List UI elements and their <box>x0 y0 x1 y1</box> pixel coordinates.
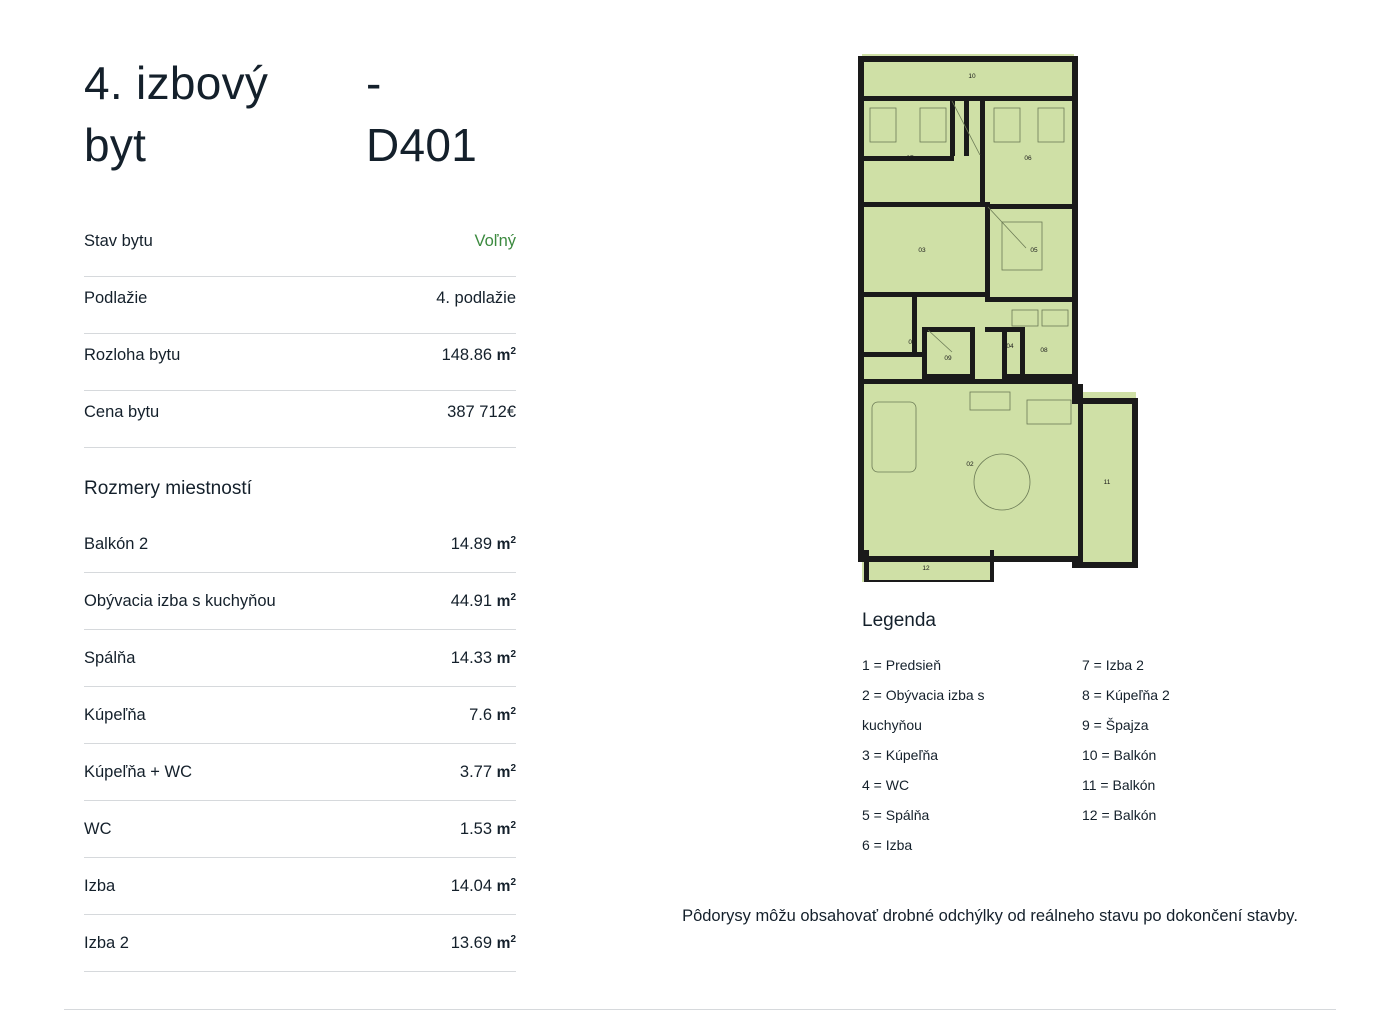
room-area <box>451 877 516 896</box>
room-unit: $m^2$ <box>496 762 516 781</box>
room-unit: $m^2$ <box>496 591 516 610</box>
room-number: 1.53 <box>459 819 493 838</box>
room-number: 13.69 <box>450 933 493 952</box>
room-tag-08: 08 <box>1040 347 1048 354</box>
legend-item: 8 = Kúpeľňa 2 <box>1082 687 1170 703</box>
room-label: WC <box>84 819 112 838</box>
spec-label: Rozloha bytu <box>84 346 181 365</box>
legend-column-left <box>862 650 1082 860</box>
room-tag-12: 12 <box>922 565 930 572</box>
room-area <box>451 592 516 611</box>
legend-item: 4 = WC <box>862 777 910 793</box>
specs-table <box>84 220 516 448</box>
room-tag-05: 05 <box>1030 247 1038 254</box>
room-number: 44.91 <box>450 591 493 610</box>
room-number: 14.33 <box>450 648 493 667</box>
spec-value-price: 387 712€ <box>447 403 516 422</box>
room-unit: $m^2$ <box>496 819 516 838</box>
page-title-code: D401 <box>366 119 478 172</box>
room-area <box>451 649 516 668</box>
spec-value <box>442 346 516 365</box>
spec-row <box>84 391 516 448</box>
legend-item: 10 = Balkón <box>1082 747 1157 763</box>
page-title-dash: - <box>366 57 382 109</box>
spec-row <box>84 220 516 277</box>
bottom-divider <box>64 1009 1336 1010</box>
room-unit: $m^2$ <box>496 933 516 952</box>
spec-value: 4. podlažie <box>436 289 516 308</box>
room-unit: $m^2$ <box>496 648 516 667</box>
room-label: Obývacia izba s kuchyňou <box>84 591 276 610</box>
table-row <box>84 687 516 744</box>
room-label: Spálňa <box>84 648 136 667</box>
table-row <box>84 516 516 573</box>
page-title <box>84 52 524 176</box>
disclaimer-text: Pôdorysy môžu obsahovať drobné odchýlky od reálneho stavu po dokončení stavby. <box>682 907 1298 925</box>
room-tag-09: 09 <box>944 355 952 362</box>
table-row <box>84 801 516 858</box>
table-row <box>84 858 516 915</box>
room-tag-04: 04 <box>1006 343 1014 350</box>
room-unit: $m^2$ <box>496 705 516 724</box>
spec-label: Stav bytu <box>84 232 153 251</box>
room-tag-11: 11 <box>1103 479 1111 486</box>
legend-item: 6 = Izba <box>862 837 913 853</box>
room-label: Balkón 2 <box>84 534 149 553</box>
legend <box>862 650 1302 860</box>
spec-number: 148.86 <box>441 346 493 365</box>
floorplan <box>852 52 1152 582</box>
room-label: Kúpeľňa + WC <box>84 762 192 781</box>
room-number: 7.6 <box>469 705 493 724</box>
legend-item: 2 = Obývacia izba s kuchyňou <box>862 687 985 733</box>
spec-label: Podlažie <box>84 289 148 308</box>
room-number: 14.89 <box>450 534 493 553</box>
table-row <box>84 573 516 630</box>
right-column <box>682 52 1320 929</box>
left-column <box>84 52 524 972</box>
floorplan-drawing <box>852 52 1152 582</box>
room-number: 14.04 <box>450 876 493 895</box>
room-tag-10: 10 <box>968 73 976 80</box>
room-tag-02: 02 <box>966 461 974 468</box>
room-label: Izba <box>84 876 116 895</box>
room-label: Izba 2 <box>84 933 129 952</box>
room-tag-03: 03 <box>918 247 926 254</box>
legend-item: 1 = Predsieň <box>862 657 941 673</box>
legend-column-right <box>1082 650 1302 860</box>
spec-row <box>84 334 516 391</box>
room-tag-06: 06 <box>1024 155 1032 162</box>
legend-item: 3 = Kúpeľňa <box>862 747 939 763</box>
rooms-section-title: Rozmery miestností <box>84 478 252 500</box>
spec-unit: $m^2$ <box>496 346 516 365</box>
room-tag-01: 01 <box>908 339 916 346</box>
legend-item: 7 = Izba 2 <box>1082 657 1144 673</box>
legend-item: 5 = Spálňa <box>862 807 930 823</box>
spec-row <box>84 277 516 334</box>
room-unit: $m^2$ <box>496 876 516 895</box>
room-area <box>469 706 516 725</box>
legend-item: 11 = Balkón <box>1082 777 1156 793</box>
room-number: 3.77 <box>459 762 493 781</box>
legend-item: 9 = Špajza <box>1082 717 1149 733</box>
room-area <box>451 535 516 554</box>
legend-title: Legenda <box>862 610 936 631</box>
room-tag-07: 07 <box>906 155 914 162</box>
room-label: Kúpeľňa <box>84 705 146 724</box>
spec-label: Cena bytu <box>84 403 160 422</box>
table-row <box>84 630 516 687</box>
page-title-type: 4. izbový <box>84 57 269 109</box>
table-row <box>84 915 516 972</box>
legend-item: 12 = Balkón <box>1082 807 1157 823</box>
room-area <box>451 934 516 953</box>
status-badge: Voľný <box>474 232 516 251</box>
room-unit: $m^2$ <box>496 534 516 553</box>
room-area <box>460 763 516 782</box>
rooms-table <box>84 516 516 972</box>
page-title-word: byt <box>84 119 147 172</box>
floorplan-rooms <box>862 54 1136 582</box>
room-area <box>460 820 516 839</box>
table-row <box>84 744 516 801</box>
